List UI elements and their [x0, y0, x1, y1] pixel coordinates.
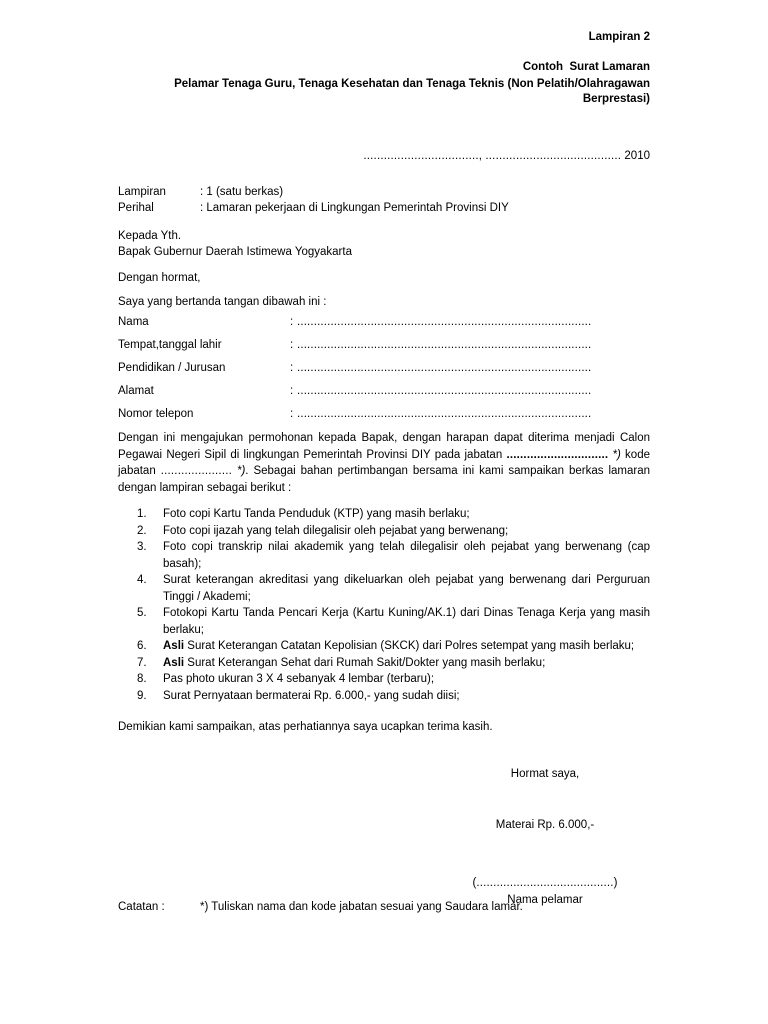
- list-item-body: Surat Keterangan Catatan Kepolisian (SKCK) dari Polres setempat yang masih berlaku;: [184, 640, 635, 652]
- field-label-nomor-telepon: Nomor telepon: [118, 408, 194, 420]
- field-colon-alamat: :: [290, 385, 294, 397]
- meta-value-perihal: : Lamaran pekerjaan di Lingkungan Pemerintah Provinsi DIY: [200, 202, 509, 214]
- list-item-body: Fotokopi Kartu Tanda Pencari Kerja (Kartu Kuning/AK.1) dari Dinas Tenaga Kerja yang masih berlaku;: [163, 607, 650, 636]
- list-item: [137, 506, 650, 523]
- signature-name-caption: Nama pelamar: [507, 894, 583, 906]
- paragraph-part-2: kode jabatan: [118, 448, 650, 477]
- document-subtitle: Pelamar Tenaga Guru, Tenaga Kesehatan dan Tenaga Teknis (Non Pelatih/Olahragawan Berprestasi): [174, 78, 650, 105]
- meta-label-perihal: Perihal: [118, 202, 154, 214]
- list-item: [137, 605, 650, 638]
- field-colon-nomor-telepon: :: [290, 408, 294, 420]
- list-item: [137, 572, 650, 605]
- closing-line: Demikian kami sampaikan, atas perhatiannya saya ucapkan terima kasih.: [118, 721, 493, 733]
- footnote-label: Catatan :: [118, 901, 165, 913]
- field-dots-pendidikan-jurusan: ........................................................................................: [297, 362, 592, 374]
- field-label-nama: Nama: [118, 316, 149, 328]
- footnote-text: *) Tuliskan nama dan kode jabatan sesuai yang Saudara lamar.: [200, 901, 523, 913]
- list-item: [137, 523, 650, 540]
- field-row-alamat: [118, 385, 650, 408]
- applicant-fields: [118, 316, 650, 431]
- list-item-text: [163, 688, 650, 705]
- list-item-text: [163, 655, 650, 672]
- field-row-tempat-tanggal-lahir: [118, 339, 650, 362]
- field-dots-nomor-telepon: ........................................................................................: [297, 408, 592, 420]
- dateline-year: 2010: [624, 150, 650, 162]
- field-colon-pendidikan-jurusan: :: [290, 362, 294, 374]
- paragraph-footnote-mark-2: *): [232, 465, 246, 477]
- list-item: [137, 671, 650, 688]
- list-item: [137, 638, 650, 655]
- list-item-body: Surat Pernyataan bermaterai Rp. 6.000,- yang sudah diisi;: [163, 689, 460, 702]
- paragraph-blank-position: ..............................: [506, 448, 609, 461]
- signature-hormat: Hormat saya,: [510, 768, 580, 780]
- paragraph-part-1: Dengan ini mengajukan permohonan kepada Bapak, dengan harapan dapat diterima menjadi Calon Pegawai Negeri Sipil di lingkungan Pemerintah Provinsi DIY pada jabatan: [118, 432, 650, 461]
- attachment-label: Lampiran 2: [588, 31, 650, 43]
- field-row-nomor-telepon: [118, 408, 650, 431]
- paragraph-blank-code: .....................: [160, 465, 233, 477]
- list-item-number: 8.: [137, 673, 147, 685]
- list-item-body: Surat keterangan akreditasi yang dikeluarkan oleh pejabat yang berwenang dari Perguruan Tinggi / Akademi;: [163, 574, 650, 603]
- list-item-number: 2.: [137, 524, 147, 537]
- list-item-number: 7.: [137, 656, 147, 669]
- field-label-tempat-tanggal-lahir: Tempat,tanggal lahir: [118, 339, 222, 351]
- meta-row-lampiran: [118, 184, 509, 200]
- field-colon-tempat-tanggal-lahir: :: [290, 339, 294, 351]
- field-colon-nama: :: [290, 316, 294, 328]
- list-item-body: Foto copi transkrip nilai akademik yang telah dilegalisir oleh pejabat yang berwenang (cap basah);: [163, 541, 650, 570]
- addressee-line-1: Kepada Yth.: [118, 230, 182, 242]
- dateline-date-dots: ........................................: [485, 150, 622, 162]
- list-item-text: [163, 605, 650, 638]
- list-item-body: Pas photo ukuran 3 X 4 sebanyak 4 lembar (terbaru);: [163, 673, 435, 685]
- list-item-number: 6.: [137, 640, 147, 652]
- field-dots-alamat: ........................................................................................: [297, 385, 592, 397]
- document-title: Contoh Surat Lamaran: [522, 61, 650, 73]
- document-header: [118, 30, 650, 107]
- dateline-place-dots: ..................................,: [363, 150, 483, 162]
- field-row-pendidikan-jurusan: [118, 362, 650, 385]
- salutation: Dengan hormat,: [118, 272, 201, 284]
- list-item-text: [163, 539, 650, 572]
- signature-block: [440, 766, 650, 908]
- list-item-bold-prefix: Asli: [163, 656, 185, 669]
- field-dots-nama: ........................................................................................: [297, 316, 592, 328]
- field-label-alamat: Alamat: [118, 385, 154, 397]
- signature-name-dots: (.........................................): [472, 877, 618, 889]
- list-item-number: 4.: [137, 574, 147, 586]
- paragraph-footnote-mark-1: *): [608, 448, 621, 461]
- addressee-block: [118, 228, 352, 260]
- list-item-bold-prefix: Asli: [163, 640, 185, 652]
- addressee-line-2: Bapak Gubernur Daerah Istimewa Yogyakarta: [118, 246, 352, 258]
- list-item-text: [163, 523, 650, 540]
- application-paragraph: [118, 430, 650, 496]
- dateline: [285, 150, 650, 162]
- list-item-body: Foto copi ijazah yang telah dilegalisir oleh pejabat yang berwenang;: [163, 524, 509, 537]
- list-item-body: Foto copi Kartu Tanda Penduduk (KTP) yang masih berlaku;: [163, 508, 470, 520]
- list-item: [137, 688, 650, 705]
- list-item-text: [163, 572, 650, 605]
- letter-meta: [118, 184, 509, 216]
- list-item-number: 9.: [137, 689, 147, 702]
- meta-value-lampiran: : 1 (satu berkas): [200, 186, 284, 198]
- list-item-text: [163, 638, 650, 655]
- footnote-row: [118, 901, 650, 913]
- meta-label-lampiran: Lampiran: [118, 186, 166, 198]
- signature-materai: Materai Rp. 6.000,-: [495, 819, 595, 831]
- list-item-body: Surat Keterangan Sehat dari Rumah Sakit/Dokter yang masih berlaku;: [184, 656, 546, 669]
- intro-line: Saya yang bertanda tangan dibawah ini :: [118, 296, 327, 308]
- list-item-number: 3.: [137, 541, 147, 553]
- list-item-number: 5.: [137, 607, 147, 619]
- paragraph-part-3: . Sebagai bahan pertimbangan bersama ini kami sampaikan berkas lamaran dengan lampiran sebagai berikut :: [118, 465, 650, 494]
- field-dots-tempat-tanggal-lahir: ........................................................................................: [297, 339, 592, 351]
- attachment-list: [137, 506, 650, 704]
- list-item-text: [163, 671, 650, 688]
- list-item-text: [163, 506, 650, 523]
- meta-row-perihal: [118, 200, 509, 216]
- field-row-nama: [118, 316, 650, 339]
- list-item-number: 1.: [137, 508, 147, 520]
- field-label-pendidikan-jurusan: Pendidikan / Jurusan: [118, 362, 226, 374]
- list-item: [137, 539, 650, 572]
- list-item: [137, 655, 650, 672]
